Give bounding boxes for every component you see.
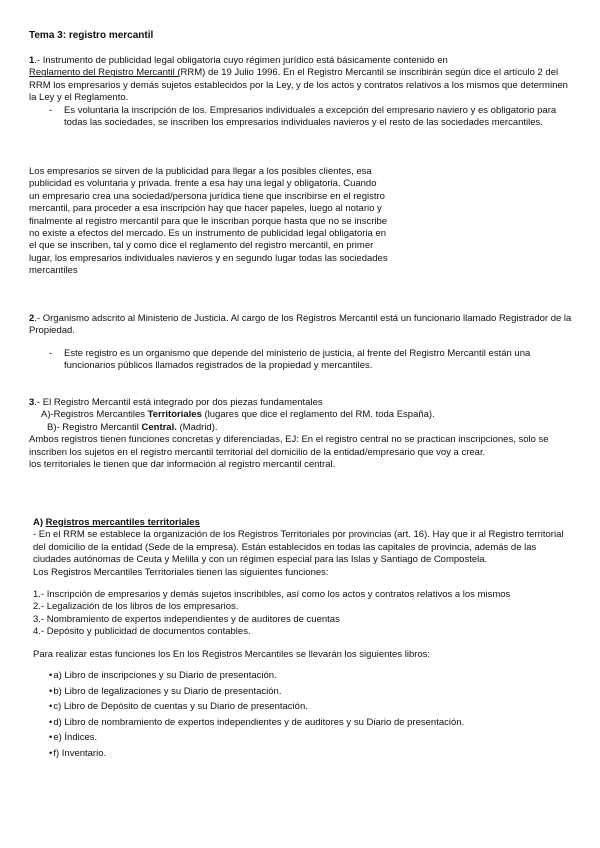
item-a-suffix: (lugares que dice el reglamento del RM. toda España). xyxy=(201,409,435,421)
section-2-bullet xyxy=(29,348,574,373)
item-b-prefix: B)- Registro Mercantil xyxy=(47,421,142,433)
book-item xyxy=(33,732,574,744)
item-a-bold: Territoriales xyxy=(147,409,202,421)
document-title: Tema 3: registro mercantil xyxy=(29,30,154,41)
function-item: 1.- Inscripción de empresarios y demás sujetos inscribibles, así como los actos y contratos relativos a los mismos xyxy=(33,589,511,601)
section-3-intro xyxy=(29,397,574,409)
bullet-dot: • xyxy=(49,732,53,744)
para2-line: lugar, los empresarios individuales navieros y en segundo lugar todas las sociedades xyxy=(29,252,388,264)
function-item: 2.- Legalización de los libros de los empresarios. xyxy=(33,601,239,613)
section-3-text-2: los territoriales le tienen que dar información al registro mercantil central. xyxy=(29,459,336,471)
book-item-text: c) Libro de Depósito de cuentas y su Diario de presentación. xyxy=(53,701,308,713)
section-1 xyxy=(29,55,574,129)
book-item-text: b) Libro de legalizaciones y su Diario de presentación. xyxy=(53,685,282,697)
section-3-number: 3 xyxy=(29,397,35,408)
item-b-suffix: (Madrid). xyxy=(176,421,218,433)
section-a xyxy=(33,517,574,764)
section-a-paragraph-3: Para realizar estas funciones los En los Registros Mercantiles se llevarán los siguientes libros: xyxy=(33,648,431,660)
reglamento-link[interactable]: Reglamento del Registro Mercantil ( xyxy=(29,67,181,79)
section-a-heading xyxy=(33,517,574,529)
section-1-text-b: RRM) de 19 Julio 1996. En el Registro Mercantil se inscribirán según dice el artículo 2 del RRM los empresarios y demás sujetos establecidos por la Ley, y de los actos y contratos relativos a los mismos que determinen la Ley y el Reglamento. xyxy=(29,67,568,104)
section-a-title: Registros mercantiles territoriales xyxy=(45,517,200,528)
function-item: 4.- Depósito y publicidad de documentos contables. xyxy=(33,626,251,638)
functions-list xyxy=(33,589,574,639)
book-item-text: f) Inventario. xyxy=(53,748,107,760)
item-a-prefix: A)-Registros Mercantiles xyxy=(41,409,148,421)
section-2-text: .- Organismo adscrito al Ministerio de Justicia. Al cargo de los Registros Mercantil está un funcionario llamado Registrador de la Propiedad. xyxy=(29,313,572,337)
section-2-number: 2 xyxy=(29,313,35,324)
book-item xyxy=(33,670,574,682)
section-3-intro-text: .- El Registro Mercantil está integrado por dos piezas fundamentales xyxy=(34,397,323,408)
bullet-dot: • xyxy=(49,670,53,682)
para2-line: publicidad es voluntaria y privada. frente a esa hay una legal y obligatoria. Cuando xyxy=(29,178,377,190)
dash-marker: - xyxy=(49,347,53,359)
bullet-dot: • xyxy=(49,701,53,713)
section-1-bullet xyxy=(29,105,574,130)
book-item xyxy=(33,717,574,729)
section-2-bullet-text: Este registro es un organismo que depende del ministerio de justicia, al frente del Registro Mercantil están una funcionarios públicos llamados registrados de la propiedad y mercantiles. xyxy=(64,347,531,372)
bullet-dot: • xyxy=(49,748,53,760)
function-item: 3.- Nombramiento de expertos independientes y de auditores de cuentas xyxy=(33,613,340,625)
para2-line: el que se inscriben, tal y como dice el reglamento del registro mercantil, en primer xyxy=(29,240,374,252)
section-1-bullet-text: Es voluntaria la inscripción de los. Empresarios individuales a excepción del empresario naviero y es obligatorio para todas las sociedades, se inscriben los empresarios individuales navieros y el resto de las sociedades mercantiles. xyxy=(64,104,557,129)
bullet-dot: • xyxy=(49,716,53,728)
section-1-text-a: .- Instrumento de publicidad legal obligatoria cuyo régimen jurídico está básicamente contenido en xyxy=(34,55,448,66)
item-b-bold: Central. xyxy=(141,421,177,433)
books-list xyxy=(33,670,574,760)
bullet-dot: • xyxy=(49,685,53,697)
para2-line: mercantiles xyxy=(29,265,78,277)
section-1-paragraph xyxy=(29,55,574,105)
para2-line: no existe a efectos del mercado. Es un instrumento de publicidad legal obligatoria en xyxy=(29,228,386,240)
section-1-number: 1 xyxy=(29,55,35,66)
book-item xyxy=(33,701,574,713)
para2-line: finalmente al registro mercantil para que le inscriban porque hasta que no se inscribe xyxy=(29,215,388,227)
para2-line: Los empresarios se sirven de la publicidad para llegar a los posibles clientes, esa xyxy=(29,166,372,177)
section-3-text-1: Ambos registros tienen funciones concretas y diferenciadas, EJ: En el registro central no se practican inscripciones, solo se inscriben los sujetos en el registro mercantil territorial del domicilio de la entidad/empresario que voy a crear. xyxy=(29,434,549,458)
section-3-item-a xyxy=(29,409,574,421)
section-1-paragraph-2 xyxy=(29,166,574,278)
section-2 xyxy=(29,313,574,373)
section-2-paragraph xyxy=(29,313,574,338)
section-a-label: A) xyxy=(33,517,46,528)
book-item-text: a) Libro de inscripciones y su Diario de presentación. xyxy=(53,670,277,682)
book-item-text: e) Índices. xyxy=(53,732,98,744)
para2-line: un empresario crea una sociedad/persona jurídica tiene que inscribirse en el registro xyxy=(29,190,385,202)
book-item xyxy=(33,686,574,698)
book-item xyxy=(33,748,574,760)
section-3 xyxy=(29,397,574,471)
section-a-paragraph-1: - En el RRM se establece la organización de los Registros Territoriales por provincias (art. 16). Hay que ir al Registro territorial del domicilio de la entidad (Sede de la empresa). Están establecidos en todas las capitales de provincia, además de las ciudades autónomas de Ceuta y Melilla y con un régimen especial para las Islas y Santiago de Compostela. xyxy=(33,529,564,566)
dash-marker: - xyxy=(49,104,53,116)
para2-line: mercantil, para proceder a esa inscripción hay que hacer papeles, luego al notario y xyxy=(29,203,382,215)
section-3-item-b xyxy=(29,422,574,434)
book-item-text: d) Libro de nombramiento de expertos independientes y de auditores y su Diario de presentación. xyxy=(53,716,465,728)
section-a-paragraph-2: Los Registros Mercantiles Territoriales tienen las siguientes funciones: xyxy=(33,566,329,578)
